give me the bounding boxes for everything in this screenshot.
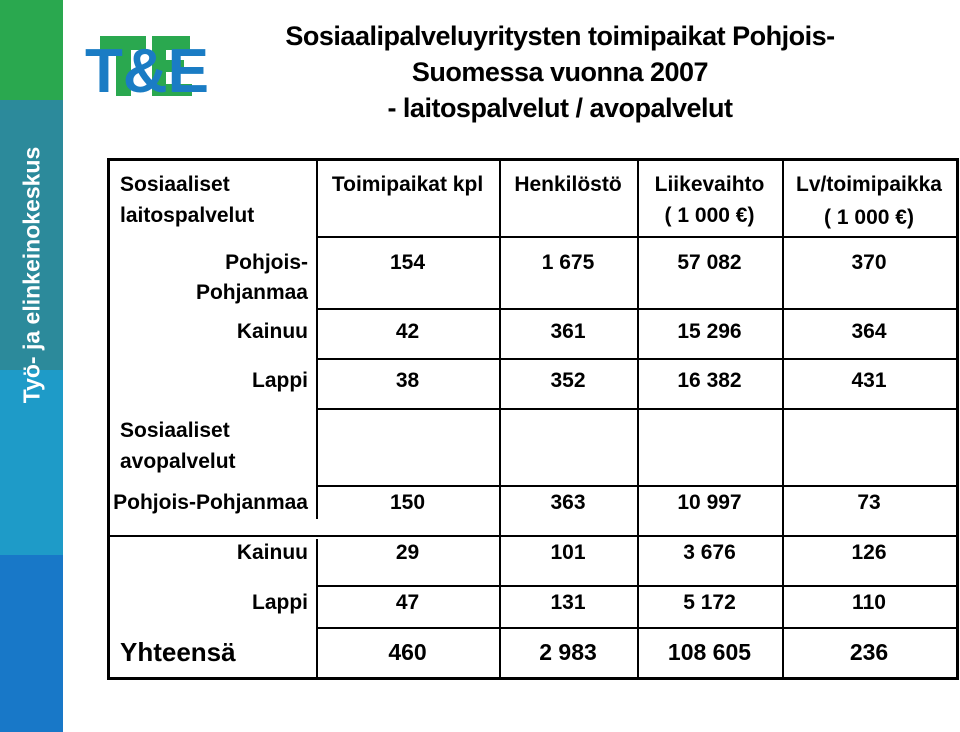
- data-table: [107, 158, 959, 680]
- section-laitos-label: Sosiaaliset laitospalvelut: [120, 173, 255, 227]
- title-line-3: - laitospalvelut / avopalvelut: [387, 93, 733, 123]
- cell-toimipaikat: 47: [395, 591, 420, 614]
- total-liikevaihto: 108 605: [667, 639, 752, 665]
- grid-hline: [316, 358, 956, 360]
- sidebar-band: [0, 0, 63, 732]
- row-region-label: Pohjois- Pohjanmaa: [195, 251, 308, 304]
- cell-lv: 110: [852, 591, 886, 614]
- row-region-label: Kainuu: [236, 541, 308, 564]
- grid-hline: [316, 627, 956, 629]
- total-henkilosto: 2 983: [539, 639, 597, 665]
- sidebar-label: Työ- ja elinkeinokeskus: [18, 146, 45, 404]
- cell-toimipaikat: 38: [395, 369, 420, 392]
- grid-hline: [316, 585, 956, 587]
- cell-liikevaihto: 5 172: [683, 591, 736, 614]
- title-line-2: Suomessa vuonna 2007: [411, 57, 709, 87]
- cell-liikevaihto: 57 082: [677, 251, 742, 274]
- cell-toimipaikat: 29: [395, 541, 420, 564]
- cell-lv: 73: [857, 491, 881, 514]
- grid-hline: [316, 308, 956, 310]
- cell-liikevaihto: 15 296: [677, 320, 742, 343]
- header-lv-toimipaikka: Lv/toimipaikka ( 1 000 €): [796, 173, 942, 229]
- cell-henkilosto: 131: [550, 591, 586, 614]
- cell-lv: 431: [851, 369, 887, 392]
- cell-henkilosto: 361: [550, 320, 586, 343]
- grid-hline: [316, 236, 956, 238]
- cell-henkilosto: 1 675: [541, 251, 595, 274]
- cell-henkilosto: 352: [550, 369, 586, 392]
- grid-hline: [316, 485, 956, 487]
- cell-toimipaikat: 42: [395, 320, 420, 343]
- cell-lv: 126: [851, 541, 887, 564]
- header-toimipaikat: Toimipaikat kpl: [331, 173, 484, 196]
- grid-hline: [110, 535, 956, 537]
- cell-liikevaihto: 16 382: [677, 369, 742, 392]
- header-henkilosto: Henkilöstö: [514, 173, 622, 196]
- cell-lv: 370: [851, 251, 887, 274]
- cell-liikevaihto: 3 676: [683, 541, 736, 564]
- row-region-label: Kainuu: [236, 320, 308, 343]
- row-region-label: Lappi: [252, 369, 308, 392]
- title-line-1: Sosiaalipalveluyritysten toimipaikat Pohjois-: [285, 21, 835, 51]
- row-region-label: Pohjois-Pohjanmaa: [113, 491, 308, 514]
- section-avo-label: Sosiaaliset avopalvelut: [120, 419, 236, 473]
- te-logo: [85, 30, 209, 106]
- cell-henkilosto: 101: [550, 541, 586, 564]
- total-lv: 236: [849, 639, 889, 665]
- total-toimipaikat: 460: [388, 639, 427, 665]
- header-liikevaihto: Liikevaihto ( 1 000 €): [654, 173, 765, 227]
- cell-toimipaikat: 154: [389, 251, 426, 274]
- row-region-label: Lappi: [252, 591, 308, 614]
- cell-lv: 364: [851, 320, 887, 343]
- cell-henkilosto: 363: [550, 491, 586, 514]
- total-label: Yhteensä: [120, 637, 236, 667]
- grid-hline: [316, 408, 956, 410]
- page-title: [270, 18, 850, 126]
- cell-toimipaikat: 150: [389, 491, 426, 514]
- cell-liikevaihto: 10 997: [677, 491, 742, 514]
- logo-ampersand: T&E: [85, 37, 209, 106]
